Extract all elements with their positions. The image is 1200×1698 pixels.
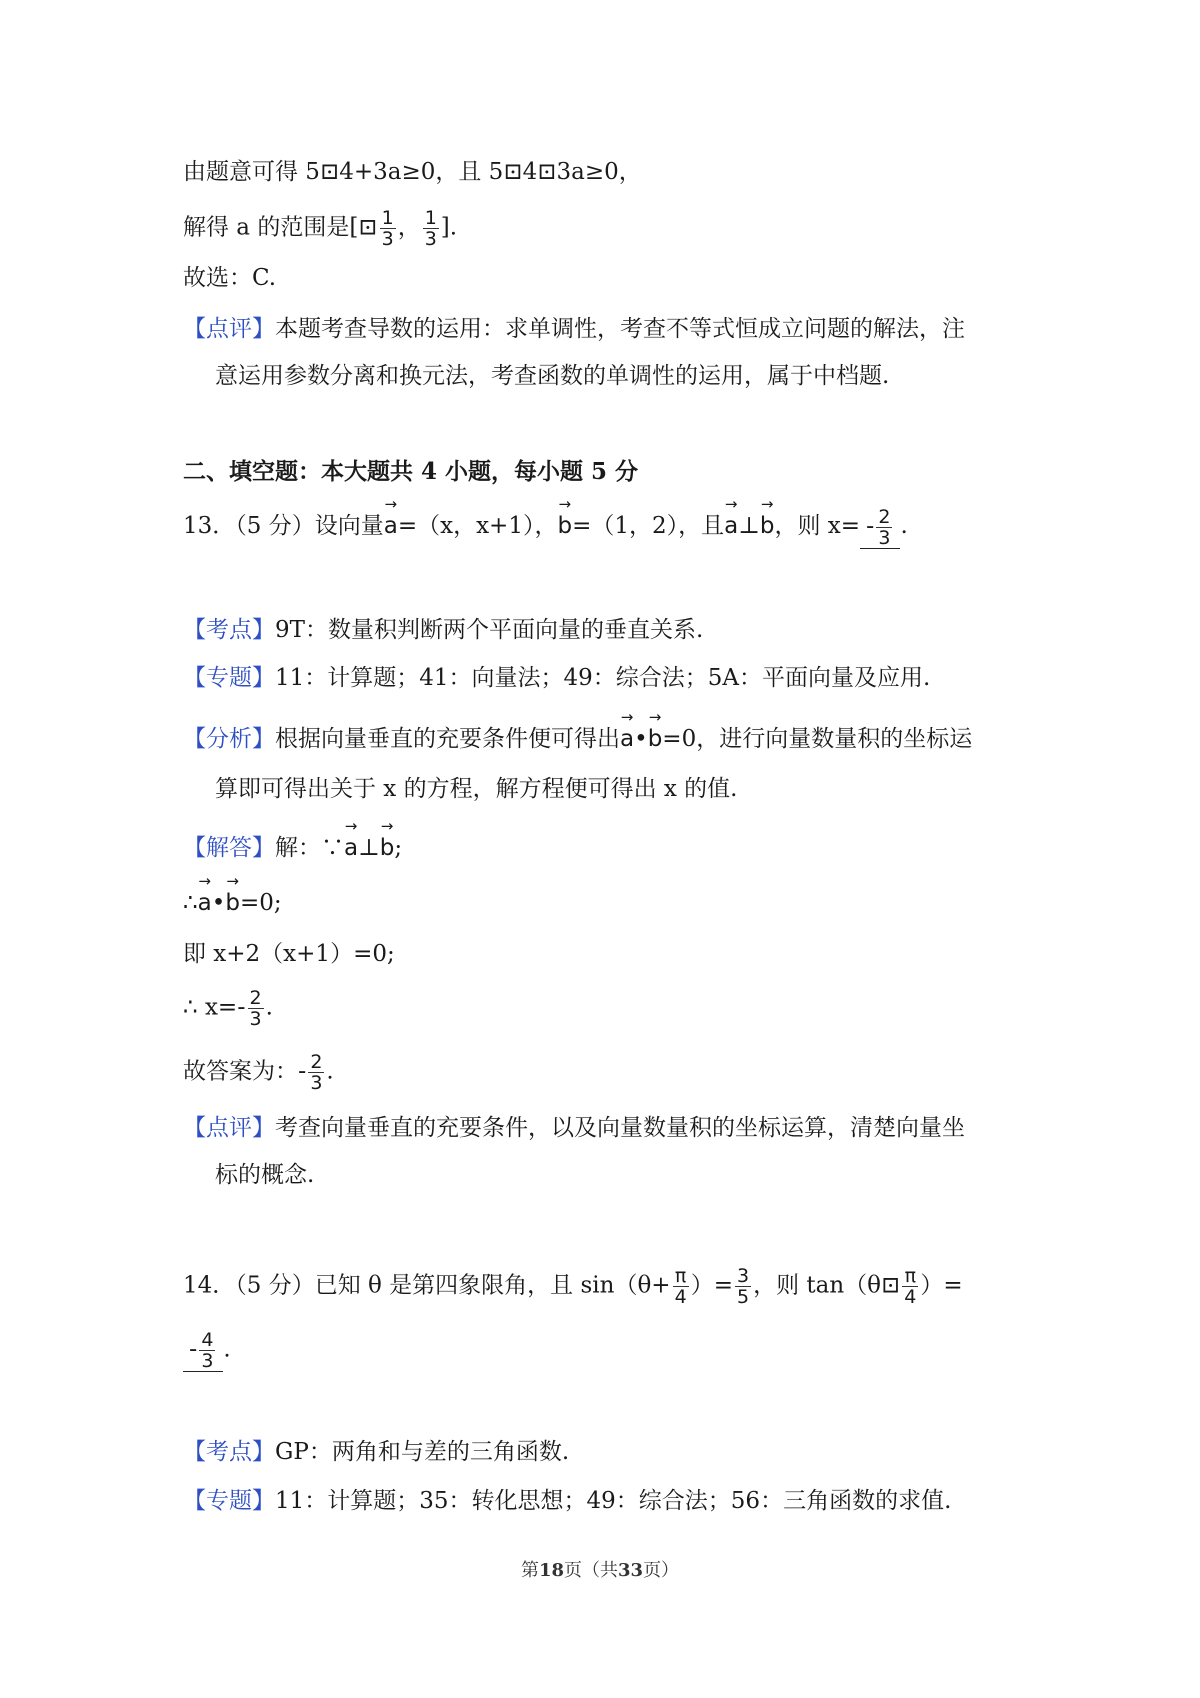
kaodian-line: 【考点】GP：两角和与差的三角函数. <box>183 1439 570 1465</box>
zhuanti-tag: 【专题】 <box>183 665 275 691</box>
dianping-tag: 【点评】 <box>183 1115 275 1141</box>
zhuanti-line: 【专题】11：计算题；35：转化思想；49：综合法；56：三角函数的求值. <box>183 1488 952 1514</box>
fenxi-line: 算即可得出关于 x 的方程，解方程便可得出 x 的值. <box>215 776 738 802</box>
fenxi-line: 【分析】根据向量垂直的充要条件便可得出→ a•→ b=0，进行向量数量积的坐标运 <box>183 719 972 755</box>
fraction: $\frac{\pi}{4}$ <box>904 1265 917 1308</box>
fraction: $\frac{2}{3}$ <box>310 1051 323 1094</box>
answer-choice: 故选：C. <box>183 265 277 291</box>
vector-b: → b <box>648 719 663 755</box>
answer-blank-line: - $\frac{4}{3}$ . <box>183 1330 231 1372</box>
section-heading: 二、填空题：本大题共 4 小题，每小题 5 分 <box>183 458 639 485</box>
solution-step: ∴→ a•→ b=0; <box>183 883 282 919</box>
kaodian-tag: 【考点】 <box>183 617 275 643</box>
page-total: 33 <box>618 1560 644 1581</box>
condition-text: 由题意可得 5⊡4+3a≥0，且 5⊡4⊡3a≥0， <box>183 159 642 185</box>
page-number: 18 <box>538 1560 564 1581</box>
comment-line: 意运用参数分离和换元法，考查函数的单调性的运用，属于中档题. <box>215 363 890 389</box>
solution-step: ∴ x=- $\frac{2}{3}$ . <box>183 987 273 1030</box>
solution-line <box>183 156 642 188</box>
dianping-line: 标的概念. <box>215 1162 315 1188</box>
answer-blank: - $\frac{2}{3}$ <box>860 507 900 549</box>
vector-b: → b <box>380 828 395 864</box>
jieda-line: 【解答】解：∵→ a⊥→ b; <box>183 828 402 864</box>
fraction: $\frac{2}{3}$ <box>249 987 262 1030</box>
question-14: 14．（5 分）已知 θ 是第四象限角，且 sin（θ+ $\frac{\pi}{4}$ ）= $\frac{3}{5}$ ，则 tan（θ⊡ $\frac{\pi}{4}$ ）= <box>183 1265 963 1308</box>
fraction: $\frac{4}{3}$ <box>201 1329 214 1372</box>
question-13: 13．（5 分）设向量→ a=（x，x+1），→ b=（1，2），且→ a⊥→ b，则 x= - $\frac{2}{3}$ . <box>183 506 908 549</box>
fraction: $\frac{1}{3}$ <box>381 207 394 250</box>
vector-a: → a <box>724 506 738 542</box>
kaodian-tag: 【考点】 <box>183 1439 275 1465</box>
fraction: $\frac{3}{5}$ <box>736 1265 750 1308</box>
vector-b: → b <box>557 506 572 542</box>
vector-a: → a <box>198 883 212 919</box>
vector-a: → a <box>344 828 358 864</box>
answer-blank: - $\frac{4}{3}$ <box>183 1330 223 1372</box>
vector-a: → a <box>384 506 398 542</box>
dianping-line: 【点评】考查向量垂直的充要条件，以及向量数量积的坐标运算，清楚向量坐 <box>183 1115 965 1141</box>
vector-b: → b <box>225 883 240 919</box>
comment-tag: 【点评】 <box>183 316 275 342</box>
solution-line: 解得 a 的范围是[⊡ $\frac{1}{3}$ ， $\frac{1}{3}$ ]. <box>183 207 458 250</box>
fraction: $\frac{2}{3}$ <box>878 505 891 549</box>
page-footer: 第18页（共33页） <box>520 1560 680 1581</box>
vector-a: → a <box>620 719 634 755</box>
solution-step: 即 x+2（x+1）=0; <box>183 941 395 967</box>
vector-b: → b <box>760 506 775 542</box>
kaodian-line: 【考点】9T：数量积判断两个平面向量的垂直关系. <box>183 617 704 643</box>
fraction: $\frac{1}{3}$ <box>424 207 437 250</box>
zhuanti-tag: 【专题】 <box>183 1488 275 1514</box>
answer-line: 故答案为：- $\frac{2}{3}$ . <box>183 1051 334 1094</box>
zhuanti-line: 【专题】11：计算题；41：向量法；49：综合法；5A：平面向量及应用. <box>183 665 931 691</box>
jieda-tag: 【解答】 <box>183 835 275 861</box>
fraction: $\frac{\pi}{4}$ <box>674 1265 687 1308</box>
range-text: 解得 a 的范围是[⊡ <box>183 214 378 241</box>
fenxi-tag: 【分析】 <box>183 726 275 752</box>
comment-line: 【点评】本题考查导数的运用：求单调性，考查不等式恒成立问题的解法，注 <box>183 316 965 342</box>
